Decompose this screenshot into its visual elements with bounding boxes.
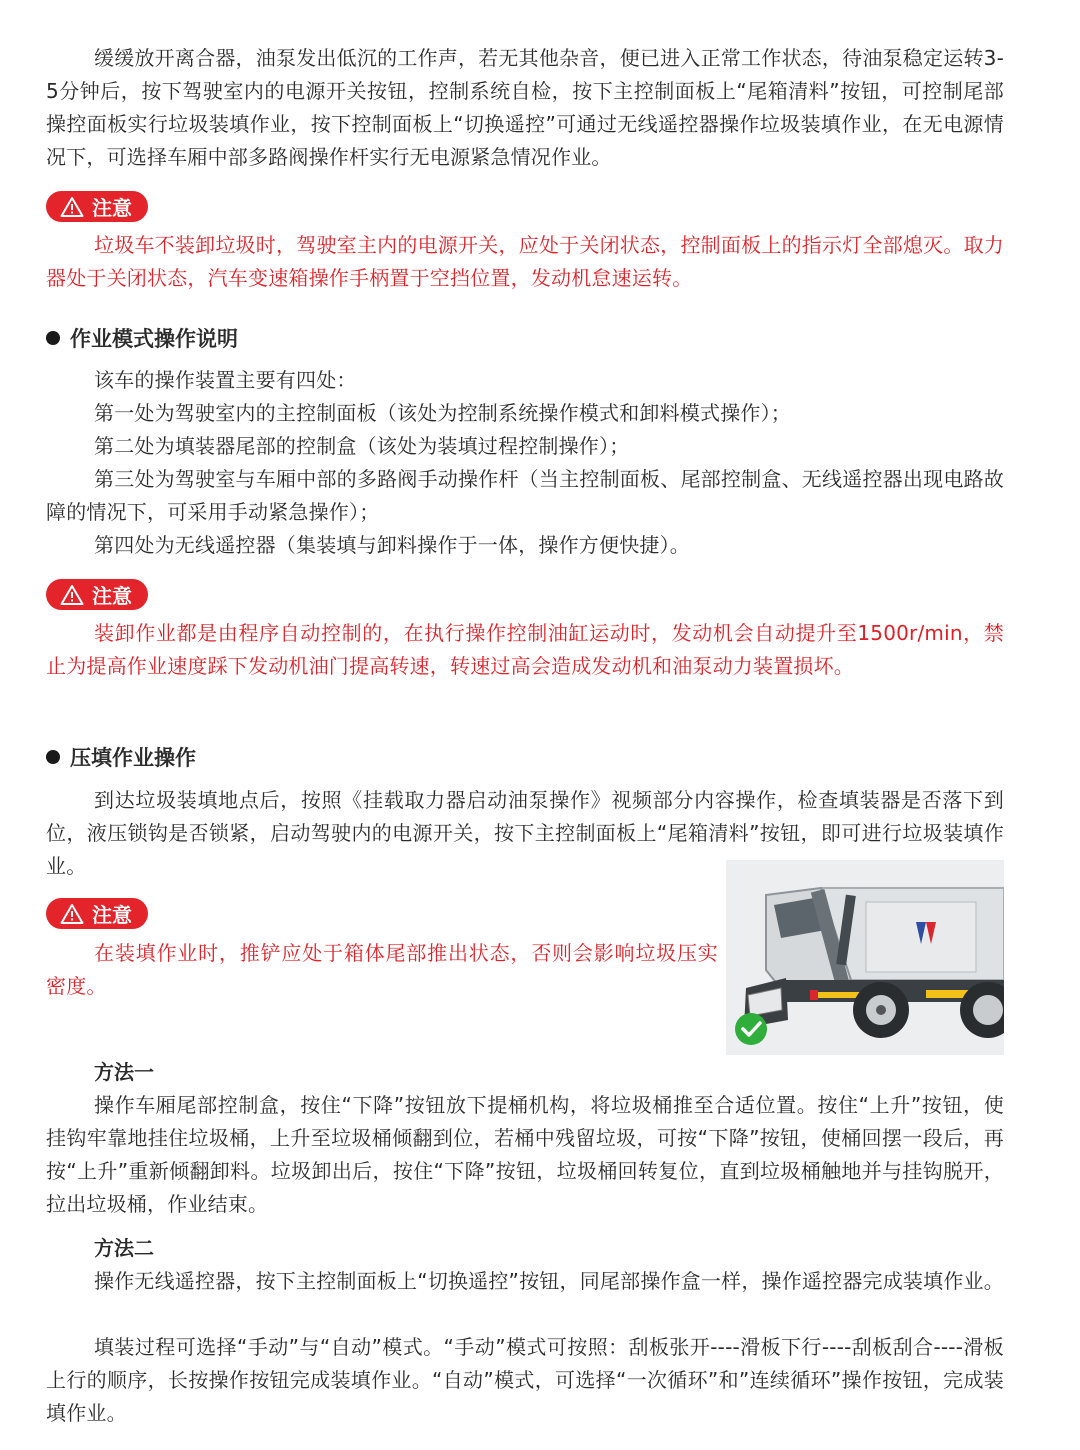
note-badge <box>46 579 1004 610</box>
mode-item-1: 第一处为驾驶室内的主控制面板（该处为控制系统操作模式和卸料模式操作）； <box>94 401 791 425</box>
note-label: 注意 <box>92 196 132 220</box>
method-2-heading: 方法二 <box>94 1236 154 1260</box>
green-check-icon <box>734 1012 768 1050</box>
note-label: 注意 <box>92 584 132 608</box>
method-1-heading: 方法一 <box>94 1060 154 1084</box>
compress-paragraph: 到达垃圾装填地点后，按照《挂载取力器启动油泵操作》视频部分内容操作，检查填装器是否落下到位，液压锁钩是否锁紧，启动驾驶内的电源开关，按下主控制面板上“尾箱清料”按钮，即可进行垃圾装填作业。 <box>46 788 1004 878</box>
note-badge <box>46 191 1004 222</box>
intro-paragraph: 缓缓放开离合器，油泵发出低沉的工作声，若无其他杂音，便已进入正常工作状态，待油泵稳定运转3-5分钟后，按下驾驶室内的电源开关按钮，控制系统自检，按下主控制面板上“尾箱清料”按钮，可控制尾部操控面板实行垃圾装填作业，按下控制面板上“切换遥控”可通过无线遥控器操作垃圾装填作业，在无电源情况下，可选择车厢中部多路阀操作杆实行无电源紧急情况作业。 <box>46 46 1004 169</box>
warning-triangle-icon <box>60 584 84 606</box>
method-2-paragraph-2: 填装过程可选择“手动”与“自动”模式。“手动”模式可按照：刮板张开----滑板下行----刮板刮合----滑板上行的顺序，长按操作按钮完成装填作业。“自动”模式，可选择“一次循环”和”连续循环”操作按钮，完成装填作业。 <box>46 1335 1004 1425</box>
section-title: 压填作业操作 <box>70 745 196 770</box>
method-1-paragraph: 操作车厢尾部控制盒，按住“下降”按钮放下提桶机构，将垃圾桶推至合适位置。按住“上升”按钮，使挂钩牢靠地挂住垃圾桶，上升至垃圾桶倾翻到位，若桶中残留垃圾，可按“下降”按钮，使桶回摆一段后，再按“上升”重新倾翻卸料。垃圾卸出后，按住“下降”按钮，垃圾桶回转复位，直到垃圾桶触地并与挂钩脱开，拉出垃圾桶，作业结束。 <box>46 1093 1004 1216</box>
warning-triangle-icon <box>60 196 84 218</box>
note-text-2: 装卸作业都是由程序自动控制的，在执行操作控制油缸运动时，发动机会自动提升至1500r/min，禁止为提高作业速度踩下发动机油门提高转速，转速过高会造成发动机和油泵动力装置损坏。 <box>46 621 1004 678</box>
mode-item-4: 第四处为无线遥控器（集装填与卸料操作于一体，操作方便快捷）。 <box>94 533 690 557</box>
mode-item-2: 第二处为填装器尾部的控制盒（该处为装填过程控制操作）； <box>94 434 630 458</box>
garbage-truck-image <box>726 860 1004 1055</box>
warning-triangle-icon <box>60 903 84 925</box>
mode-item-3: 第三处为驾驶室与车厢中部的多路阀手动操作杆（当主控制面板、尾部控制盒、无线遥控器出现电路故障的情况下，可采用手动紧急操作）； <box>46 467 1004 524</box>
mode-intro: 该车的操作装置主要有四处： <box>94 368 357 392</box>
note-label: 注意 <box>92 903 132 927</box>
method-2-paragraph-1: 操作无线遥控器，按下主控制面板上“切换遥控”按钮，同尾部操作盒一样，操作遥控器完成装填作业。 <box>94 1269 1004 1293</box>
section-heading-compress <box>46 740 1004 773</box>
note-text-1: 垃圾车不装卸垃圾时，驾驶室主内的电源开关，应处于关闭状态，控制面板上的指示灯全部熄灭。取力器处于关闭状态，汽车变速箱操作手柄置于空挡位置，发动机怠速运转。 <box>46 233 1004 290</box>
section-title: 作业模式操作说明 <box>70 326 238 351</box>
note-text-3: 在装填作业时，推铲应处于箱体尾部推出状态，否则会影响垃圾压实密度。 <box>46 941 718 998</box>
bullet-dot-icon <box>46 331 60 345</box>
bullet-dot-icon <box>46 750 60 764</box>
section-heading-mode <box>46 321 1004 354</box>
